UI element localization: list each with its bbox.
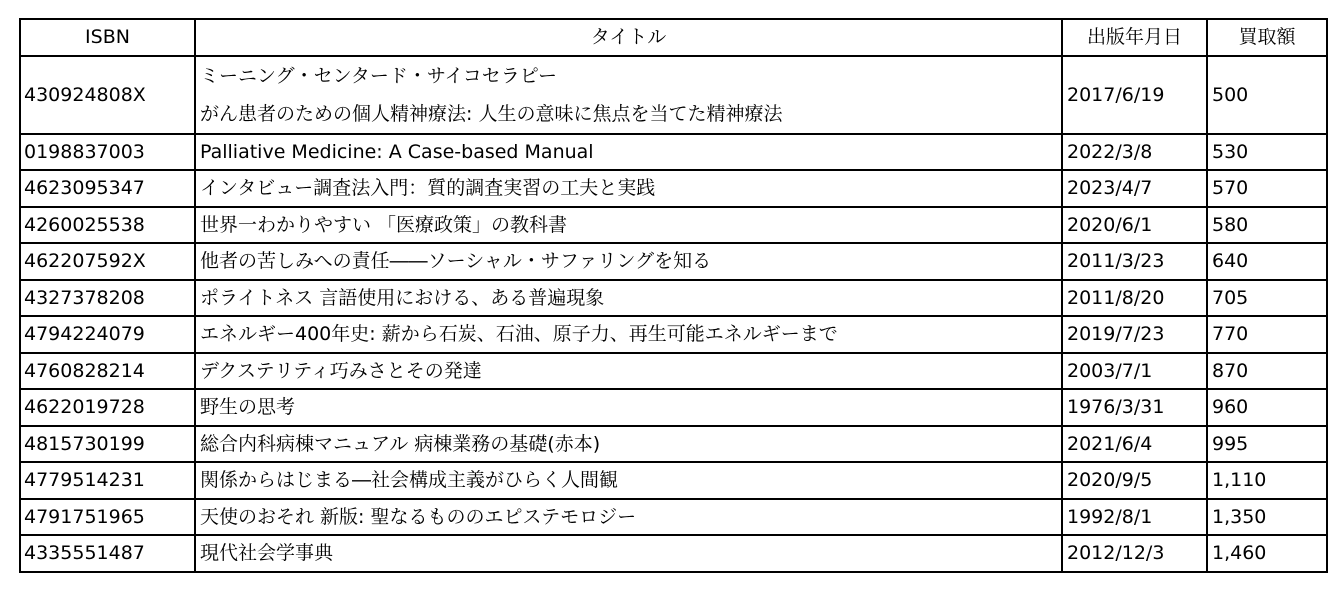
isbn-cell: 4791751965 (20, 499, 195, 536)
table-row (20, 56, 1327, 134)
publish-date-cell: 1976/3/31 (1062, 389, 1207, 426)
publish-date-cell: 2019/7/23 (1062, 316, 1207, 353)
table-row (20, 243, 1327, 280)
title-line: ポライトネス 言語使用における、ある普遍現象 (200, 286, 605, 309)
title-cell (195, 353, 1062, 390)
buyback-price-cell: 1,460 (1207, 535, 1327, 572)
publish-date-cell: 2022/3/8 (1062, 134, 1207, 171)
publish-date-cell: 2023/4/7 (1062, 170, 1207, 207)
title-line: がん患者のための個人精神療法: 人生の意味に焦点を当てた精神療法 (200, 102, 783, 125)
isbn-cell: 430924808X (20, 56, 195, 134)
title-cell (195, 389, 1062, 426)
table-row (20, 426, 1327, 463)
table-row (20, 499, 1327, 536)
publish-date-cell: 2020/6/1 (1062, 207, 1207, 244)
isbn-cell: 4327378208 (20, 280, 195, 317)
isbn-cell: 4622019728 (20, 389, 195, 426)
title-line: デクステリティ巧みさとその発達 (200, 359, 482, 382)
title-line: Palliative Medicine: A Case-based Manual (200, 140, 594, 163)
buyback-price-cell: 705 (1207, 280, 1327, 317)
title-line: 関係からはじまる―社会構成主義がひらく人間観 (200, 469, 619, 492)
title-cell (195, 134, 1062, 171)
buyback-price-cell: 530 (1207, 134, 1327, 171)
title-cell (195, 426, 1062, 463)
isbn-cell: 0198837003 (20, 134, 195, 171)
buyback-price-cell: 770 (1207, 316, 1327, 353)
publish-date-cell: 2012/12/3 (1062, 535, 1207, 572)
title-cell (195, 535, 1062, 572)
title-cell (195, 462, 1062, 499)
title-line: 天使のおそれ 新版: 聖なるもののエピステモロジー (200, 505, 637, 528)
title-cell (195, 499, 1062, 536)
title-line: 野生の思考 (200, 396, 296, 419)
buyback-price-cell: 570 (1207, 170, 1327, 207)
title-cell (195, 207, 1062, 244)
buyback-price-cell: 1,110 (1207, 462, 1327, 499)
table-row (20, 170, 1327, 207)
table-row (20, 134, 1327, 171)
isbn-cell: 462207592X (20, 243, 195, 280)
table-row (20, 535, 1327, 572)
buyback-price-cell: 1,350 (1207, 499, 1327, 536)
publish-date-cell: 2020/9/5 (1062, 462, 1207, 499)
title-cell (195, 243, 1062, 280)
table-row (20, 280, 1327, 317)
isbn-cell: 4623095347 (20, 170, 195, 207)
title-cell (195, 170, 1062, 207)
title-line: 世界一わかりやすい 「医療政策」の教科書 (200, 213, 568, 236)
table-header-row (20, 19, 1327, 56)
title-line: 他者の苦しみへの責任――ソーシャル・サファリングを知る (200, 250, 712, 273)
buyback-price-cell: 640 (1207, 243, 1327, 280)
title-cell (195, 316, 1062, 353)
buyback-price-cell: 870 (1207, 353, 1327, 390)
publish-date-cell: 2003/7/1 (1062, 353, 1207, 390)
table-row (20, 462, 1327, 499)
isbn-cell: 4260025538 (20, 207, 195, 244)
table-row (20, 316, 1327, 353)
title-line: エネルギー400年史: 薪から石炭、石油、原子力、再生可能エネルギーまで (200, 323, 838, 346)
column-header-publish-date: 出版年月日 (1062, 19, 1207, 56)
title-line: 現代社会学事典 (200, 542, 334, 565)
buyback-table (19, 18, 1328, 573)
isbn-cell: 4335551487 (20, 535, 195, 572)
title-line: インタビュー調査法入門：質的調査実習の工夫と実践 (200, 177, 656, 200)
buyback-price-cell: 995 (1207, 426, 1327, 463)
publish-date-cell: 2011/8/20 (1062, 280, 1207, 317)
column-header-buyback-price: 買取額 (1207, 19, 1327, 56)
publish-date-cell: 1992/8/1 (1062, 499, 1207, 536)
publish-date-cell: 2017/6/19 (1062, 56, 1207, 134)
isbn-cell: 4760828214 (20, 353, 195, 390)
table-row (20, 353, 1327, 390)
publish-date-cell: 2021/6/4 (1062, 426, 1207, 463)
title-line: 総合内科病棟マニュアル 病棟業務の基礎(赤本) (200, 432, 601, 455)
title-cell (195, 56, 1062, 134)
buyback-price-cell: 500 (1207, 56, 1327, 134)
isbn-cell: 4815730199 (20, 426, 195, 463)
column-header-title: タイトル (195, 19, 1062, 56)
table-row (20, 207, 1327, 244)
title-cell (195, 280, 1062, 317)
column-header-isbn: ISBN (20, 19, 195, 56)
table-row (20, 389, 1327, 426)
isbn-cell: 4794224079 (20, 316, 195, 353)
publish-date-cell: 2011/3/23 (1062, 243, 1207, 280)
table-body (20, 56, 1327, 572)
isbn-cell: 4779514231 (20, 462, 195, 499)
buyback-price-cell: 580 (1207, 207, 1327, 244)
title-line: ミーニング・センタード・サイコセラピー (200, 64, 558, 87)
buyback-price-cell: 960 (1207, 389, 1327, 426)
